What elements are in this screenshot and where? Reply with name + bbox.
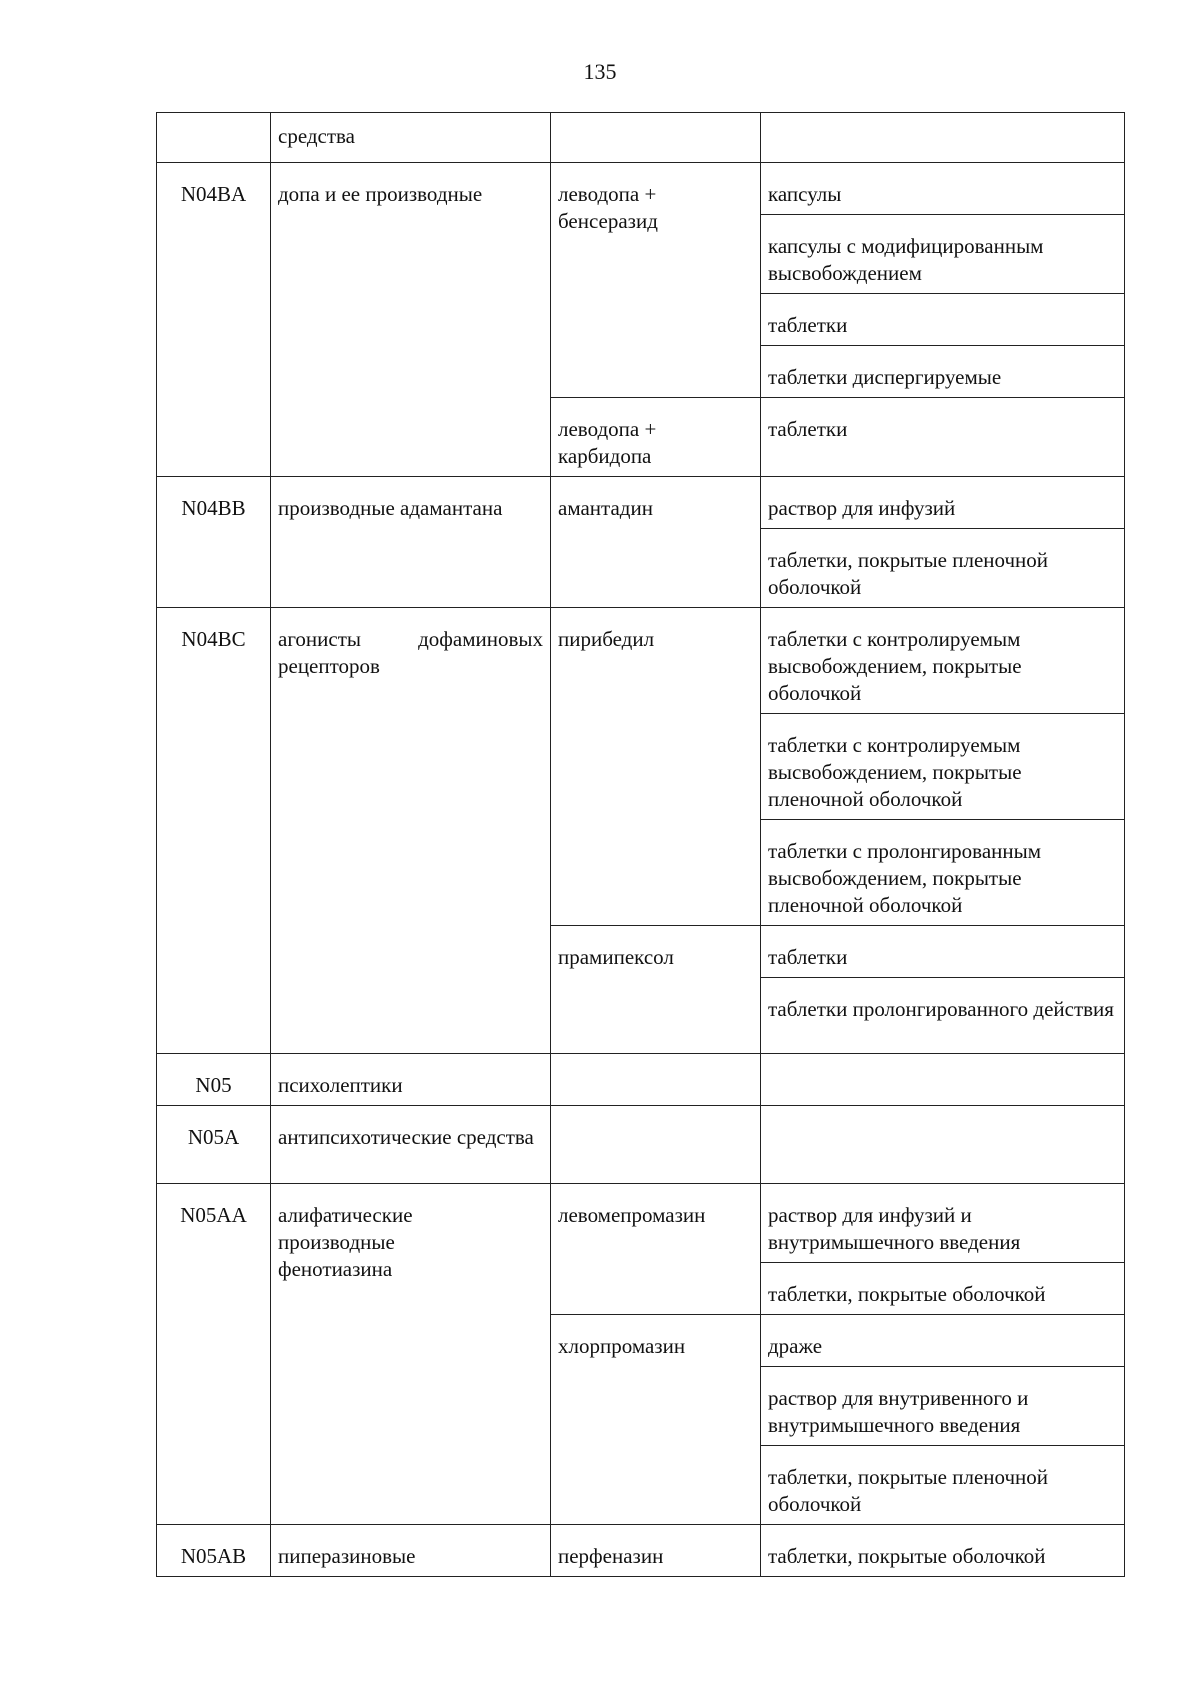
- table-row: [157, 1184, 1125, 1263]
- drug-table: [156, 112, 1125, 1577]
- atc-code-cell: N04BA: [157, 163, 271, 477]
- dosage-form-cell: [761, 113, 1125, 163]
- table-row: [157, 1525, 1125, 1577]
- substance-cell: прамипексол: [551, 926, 761, 1054]
- atc-code-cell: N04BB: [157, 477, 271, 608]
- dosage-form-cell: таблетки, покрытые пленочной оболочкой: [761, 529, 1125, 608]
- substance-cell: перфеназин: [551, 1525, 761, 1577]
- dosage-form-cell: таблетки с контролируемым высвобождением, покрытые оболочкой: [761, 608, 1125, 714]
- group-name-cell: антипсихотические средства: [271, 1106, 551, 1184]
- dosage-form-cell: [761, 1054, 1125, 1106]
- substance-cell: [551, 113, 761, 163]
- atc-code-cell: N05AA: [157, 1184, 271, 1525]
- atc-code-cell: [157, 113, 271, 163]
- dosage-form-cell: таблетки с контролируемым высвобождением, покрытые пленочной оболочкой: [761, 714, 1125, 820]
- table-row: [157, 113, 1125, 163]
- substance-cell: левомепромазин: [551, 1184, 761, 1315]
- dosage-form-cell: драже: [761, 1315, 1125, 1367]
- group-name-word: агонисты: [278, 627, 361, 651]
- dosage-form-cell: капсулы с модифицированным высвобождением: [761, 215, 1125, 294]
- dosage-form-cell: таблетки: [761, 926, 1125, 978]
- substance-cell: [551, 1054, 761, 1106]
- substance-cell: хлорпромазин: [551, 1315, 761, 1525]
- table-row: [157, 163, 1125, 215]
- dosage-form-cell: раствор для внутривенного и внутримышечного введения: [761, 1367, 1125, 1446]
- substance-cell: амантадин: [551, 477, 761, 608]
- group-name-line: [278, 626, 543, 653]
- group-name-cell: [271, 608, 551, 1054]
- table-row: [157, 608, 1125, 714]
- table-row: [157, 477, 1125, 529]
- group-name-cell: средства: [271, 113, 551, 163]
- group-name-cell: алифатические производные фенотиазина: [271, 1184, 551, 1525]
- atc-code-cell: N05AB: [157, 1525, 271, 1577]
- page-number: 135: [583, 59, 617, 84]
- dosage-form-cell: раствор для инфузий и внутримышечного введения: [761, 1184, 1125, 1263]
- group-name-word: рецепторов: [278, 654, 380, 678]
- dosage-form-cell: раствор для инфузий: [761, 477, 1125, 529]
- group-name-cell: производные адамантана: [271, 477, 551, 608]
- dosage-form-cell: таблетки пролонгированного действия: [761, 978, 1125, 1054]
- dosage-form-cell: таблетки, покрытые пленочной оболочкой: [761, 1446, 1125, 1525]
- dosage-form-cell: таблетки, покрытые оболочкой: [761, 1525, 1125, 1577]
- substance-cell: леводопа + бенсеразид: [551, 163, 761, 398]
- dosage-form-cell: таблетки, покрытые оболочкой: [761, 1263, 1125, 1315]
- group-name-cell: допа и ее производные: [271, 163, 551, 477]
- dosage-form-cell: таблетки: [761, 294, 1125, 346]
- dosage-form-cell: капсулы: [761, 163, 1125, 215]
- substance-cell: пирибедил: [551, 608, 761, 926]
- dosage-form-cell: таблетки диспергируемые: [761, 346, 1125, 398]
- dosage-form-cell: [761, 1106, 1125, 1184]
- group-name-word: дофаминовых: [418, 627, 543, 651]
- atc-code-cell: N05: [157, 1054, 271, 1106]
- substance-cell: леводопа + карбидопа: [551, 398, 761, 477]
- group-name-cell: пиперазиновые: [271, 1525, 551, 1577]
- substance-cell: [551, 1106, 761, 1184]
- atc-code-cell: N04BC: [157, 608, 271, 1054]
- group-name-cell: психолептики: [271, 1054, 551, 1106]
- dosage-form-cell: таблетки: [761, 398, 1125, 477]
- atc-code-cell: N05A: [157, 1106, 271, 1184]
- dosage-form-cell: таблетки с пролонгированным высвобождением, покрытые пленочной оболочкой: [761, 820, 1125, 926]
- table-row: [157, 1106, 1125, 1184]
- table-row: [157, 1054, 1125, 1106]
